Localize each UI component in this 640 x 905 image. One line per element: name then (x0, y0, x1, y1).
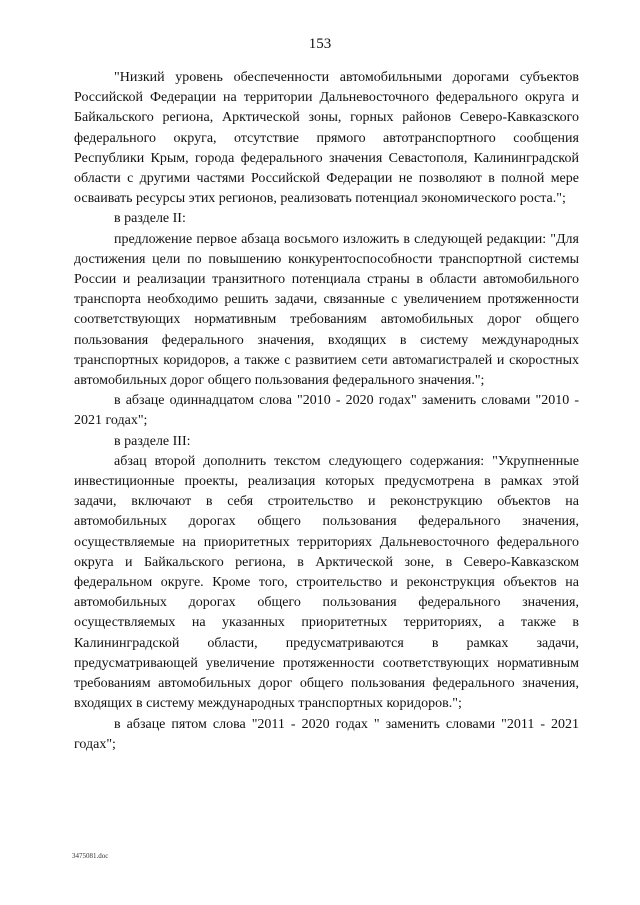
paragraph-section-ii-amendment: предложение первое абзаца восьмого изложить в следующей редакции: "Для достижения цели по повышению конкурентоспособности транспортной системы России и реализации транзитного потенциала страны в области автомобильного транспорта необходимо решить задачи, связанные с увеличением протяженности соответствующих нормативным требованиям автомобильных дорог общего пользования федерального значения, входящих в систему международных транспортных коридоров, а также с развитием сети автомагистралей и скоростных автомобильных дорог общего пользования федерального значения."; (74, 231, 579, 389)
page-number: 153 (308, 36, 332, 52)
paragraph-section-ii: в разделе II: (114, 211, 186, 227)
paragraph-section-iii: в разделе III: (114, 433, 191, 449)
paragraph-fifth-abzac: в абзаце пятом слова "2011 - 2020 годах " заменить словами "2011 - 2021 годах"; (74, 716, 579, 752)
paragraph-eleventh-abzac: в абзаце одиннадцатом слова "2010 - 2020 годах" заменить словами "2010 - 2021 годах"; (74, 393, 579, 429)
paragraph-regions-quote: "Низкий уровень обеспеченности автомобильными дорогами субъектов Российской Федерации на территории Дальневосточного федерального округа и Байкальского региона, Арктической зоны, горных районов Северо-Кавказского федерального округа, отсутствие прямого автотранспортного сообщения Республики Крым, города федерального значения Севастополя, Калининградской области с другими частями Российской Федерации не позволяют в полной мере осваивать ресурсы этих регионов, реализовать потенциал экономического роста."; (74, 70, 579, 207)
footer-doc-id: 3475081.doc (72, 852, 109, 860)
paragraph-section-iii-amendment: абзац второй дополнить текстом следующего содержания: "Укрупненные инвестиционные проекты, реализация которых предусмотрена в рамках этой задачи, включают в себя строительство и реконструкцию объектов на автомобильных дорогах общего пользования федерального значения, осуществляемые на приоритетных территориях Дальневосточного федерального округа и Байкальского региона, в Арктической зоне, в Северо-Кавказском федеральном округе. Кроме того, строительство и реконструкция объектов на автомобильных дорогах общего пользования федерального значения, осуществляемых на указанных приоритетных территориях, а также в Калининградской области, предусматриваются в рамках задачи, предусматривающей увеличение протяженности соответствующих нормативным требованиям автомобильных дорог общего пользования федерального значения, входящих в систему международных транспортных коридоров."; (74, 453, 579, 712)
document-body (74, 68, 579, 755)
